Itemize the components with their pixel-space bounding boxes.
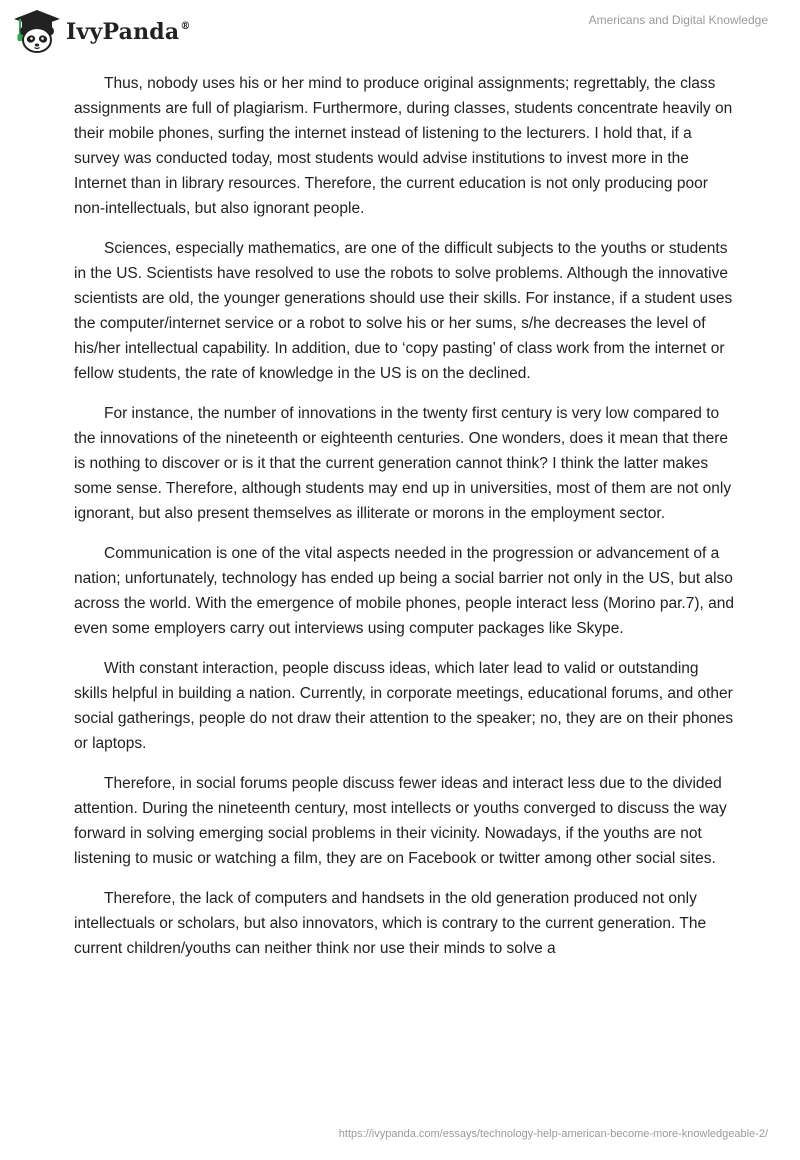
paragraph: Therefore, the lack of computers and handsets in the old generation produced not only intellectuals or scholars, but also innovators, which is contrary to the current generation. The current children/youths can neither think nor use their minds to solve a [74,890,707,957]
paragraph: Sciences, especially mathematics, are one of the difficult subjects to the youths or students in the US. Scientists have resolved to use the robots to solve problems. Although the innovative scientists are old, the younger generations should use their skills. For instance, if a student uses the computer/internet service or a robot to solve his or her sums, s/he decreases the level of his/her intellectual capability. In addition, due to ‘copy pasting’ of class work from the internet or fellow students, the rate of knowledge in the US is on the declined. [74,240,733,382]
paragraph: Communication is one of the vital aspects needed in the progression or advancement of a nation; unfortunately, technology has ended up being a social barrier not only in the US, but also across the world. With the emergence of mobile phones, people interact less (Morino par.7), and even some employers carry out interviews using computer packages like Skype. [74,545,734,637]
source-url[interactable]: https://ivypanda.com/essays/technology-help-american-become-more-knowledgeable-2/ [338,1128,768,1140]
ivypanda-logo[interactable] [12,8,191,54]
panda-graduate-icon [12,8,62,54]
paragraph: Thus, nobody uses his or her mind to produce original assignments; regrettably, the class assignments are full of plagiarism. Furthermore, during classes, students concentrate heavily on their mobile phones, surfing the internet instead of listening to the lecturers. I hold that, if a survey was conducted today, most students would advise institutions to invest more in the Internet than in library resources. Therefore, the current education is not only producing poor non-intellectuals, but also ignorant people. [74,75,733,217]
paragraph: For instance, the number of innovations in the twenty first century is very low compared to the innovations of the nineteenth or eighteenth centuries. One wonders, does it mean that there is nothing to discover or is it that the current generation cannot think? I think the latter makes some sense. Therefore, although students may end up in universities, most of them are not only ignorant, but also present themselves as illiterate or morons in the employment sector. [74,405,732,522]
paragraph: Therefore, in social forums people discuss fewer ideas and interact less due to the divided attention. During the nineteenth century, most intellects or youths converged to discuss the way forward in solving emerging social problems in their vicinity. Nowadays, if the youths are not listening to music or watching a film, they are on Facebook or twitter among other social sites. [74,775,727,867]
registered-mark: ® [180,21,191,32]
brand-name: IvyPanda® [66,19,191,45]
page-header [0,0,800,60]
essay-body [74,71,734,976]
paragraph: With constant interaction, people discuss ideas, which later lead to valid or outstanding skills helpful in building a nation. Currently, in corporate meetings, educational forums, and other social gatherings, people do not draw their attention to the speaker; no, they are on their phones or laptops. [74,660,734,752]
document-title: Americans and Digital Knowledge [588,13,768,27]
